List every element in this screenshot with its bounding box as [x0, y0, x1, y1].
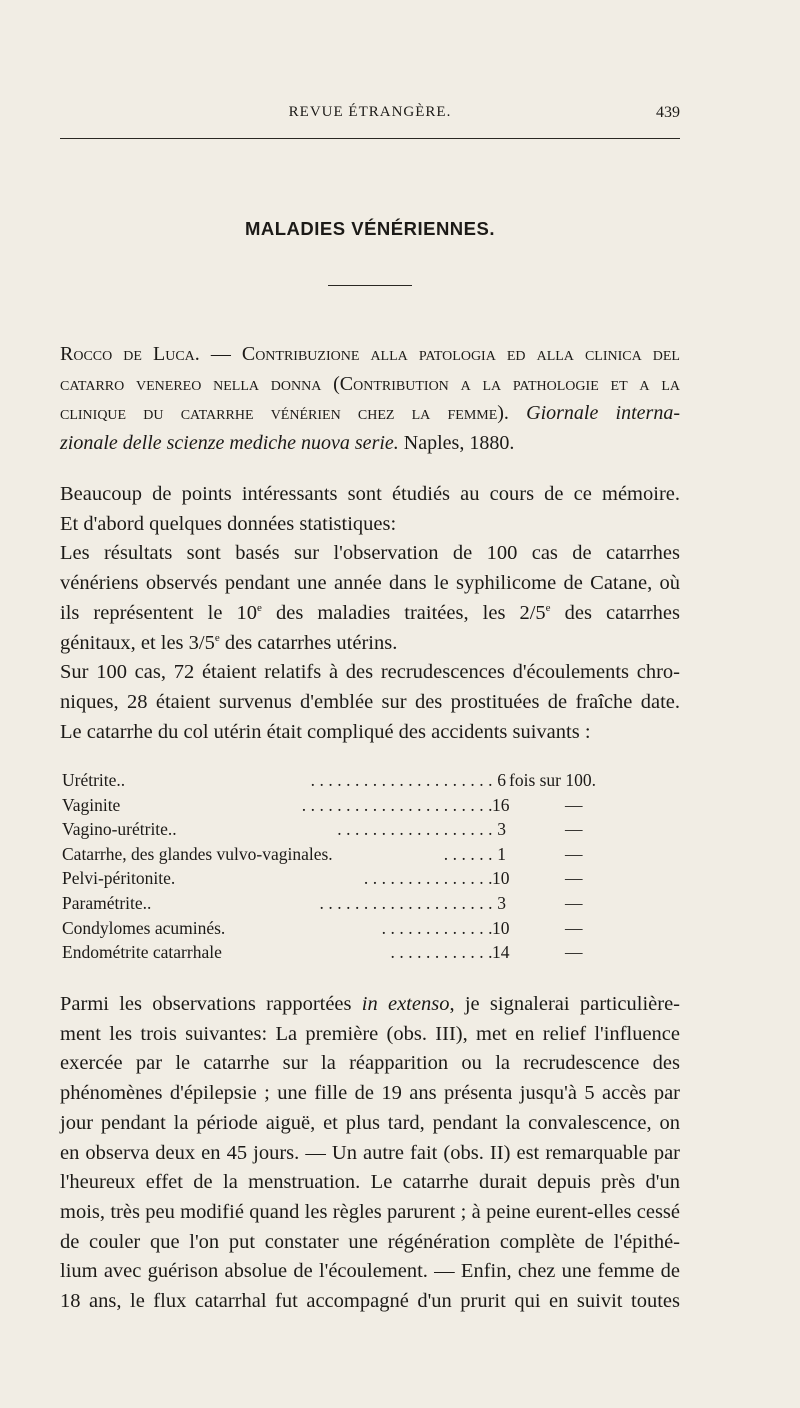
running-title: REVUE ÉTRANGÈRE.	[288, 104, 452, 120]
table-row: Paramétrite.. .................... 3 —	[62, 891, 642, 916]
body-line: de couler que l'on put constater une régénération complète de l'épithé-	[60, 1230, 680, 1253]
body-line: exercée par le catarrhe sur la réapparition ou la recrudescence des	[60, 1052, 680, 1075]
page-number: 439	[656, 104, 680, 121]
body-line: ment les trois suivantes: La première (obs. III), met en relief l'influence	[60, 1022, 680, 1045]
body-line: l'heureux effet de la menstruation. Le catarrhe durait depuis près d'un	[60, 1171, 680, 1194]
citation-line-1: Rocco de Luca. — Contribuzione alla patologia ed alla clinica del	[60, 343, 680, 365]
running-head	[60, 104, 680, 126]
intro-line: Sur 100 cas, 72 étaient relatifs à des recrudescences d'écoulements chro-	[60, 661, 680, 684]
intro-line: niques, 28 étaient survenus d'emblée sur des prostituées de fraîche date.	[60, 690, 680, 713]
citation-author: Rocco de Luca.	[60, 343, 200, 365]
leader-dots: ............	[390, 942, 497, 963]
body-line: Parmi les observations rapportées in extenso, je signalerai particulière-	[60, 993, 681, 1015]
body-line: mois, très peu modifié quand les règles parurent ; à peine eurent-elles cessé	[60, 1200, 680, 1223]
leader-dots: ...............	[363, 868, 497, 889]
table-row: Endométrite catarrhale ............ 14 —	[62, 940, 642, 965]
journal-name: Giornale interna-	[526, 402, 680, 424]
complications-table	[62, 768, 642, 965]
leader-dots: .....................	[310, 770, 497, 790]
intro-line: vénériens observés pendant une année dans le syphilicome de Catane, où	[60, 572, 680, 595]
intro-line: Beaucoup de points intéressants sont étudiés au cours de ce mémoire.	[60, 483, 680, 505]
intro-line: ils représentent le 10e des maladies traitées, les 2/5e des catarrhes	[60, 601, 680, 624]
intro-line: Et d'abord quelques données statistiques:	[60, 512, 397, 535]
body-line: jour pendant la période aiguë, et plus tard, pendant la convalescence, on	[60, 1111, 680, 1134]
body-line: phénomènes d'épilepsie ; une fille de 19 ans présenta jusqu'à 5 accès par	[60, 1082, 680, 1105]
intro-line: Le catarrhe du col utérin était compliqué des accidents suivants :	[60, 720, 591, 743]
citation-line-4: zionale delle scienze mediche nuova serie. Naples, 1880.	[60, 431, 515, 454]
table-row: Vaginite ...................... 16 —	[62, 793, 642, 818]
intro-line: génitaux, et les 3/5e des catarrhes utérins.	[60, 631, 398, 654]
leader-dots: ..................	[337, 819, 497, 840]
place-date: Naples, 1880.	[403, 431, 515, 454]
table-row: Condylomes acuminés. ............. 10 —	[62, 916, 642, 941]
section-rule	[328, 285, 412, 286]
table-row: Vagino-urétrite.. .................. 3 —	[62, 817, 642, 842]
citation-line-3: clinique du catarrhe vénérien chez la femme). Giornale interna-	[60, 402, 680, 424]
body-line: lium avec guérison absolue de l'écoulement. — Enfin, chez une femme de	[60, 1260, 680, 1283]
body-line: 18 ans, le flux catarrhal fut accompagné d'un prurit qui en suivit toutes	[60, 1290, 680, 1313]
body-line: en observa deux en 45 jours. — Un autre fait (obs. II) est remarquable par	[60, 1141, 680, 1164]
intro-paragraph	[60, 480, 680, 747]
table-row: Urétrite.. ..................... 6 fois sur 100.	[62, 768, 642, 793]
section-title: MALADIES VÉNÉRIENNES.	[244, 218, 495, 239]
leader-dots: ......................	[301, 794, 497, 815]
table-row: Pelvi-péritonite. ............... 10 —	[62, 866, 642, 891]
citation	[60, 340, 680, 458]
citation-line-2: catarro venereo nella donna (Contribution a la pathologie et a la	[60, 372, 680, 395]
leader-dots: ....................	[319, 892, 497, 913]
leader-dots: .............	[381, 917, 497, 938]
intro-line: Les résultats sont basés sur l'observation de 100 cas de catarrhes	[60, 542, 680, 565]
leader-dots: ......	[443, 843, 497, 864]
table-row: Catarrhe, des glandes vulvo-vaginales. ...... 1 —	[62, 842, 642, 867]
citation-title: Contribuzione alla patologia ed alla clinica del	[241, 343, 680, 365]
header-rule	[60, 138, 680, 139]
observations-paragraph	[60, 990, 680, 1317]
